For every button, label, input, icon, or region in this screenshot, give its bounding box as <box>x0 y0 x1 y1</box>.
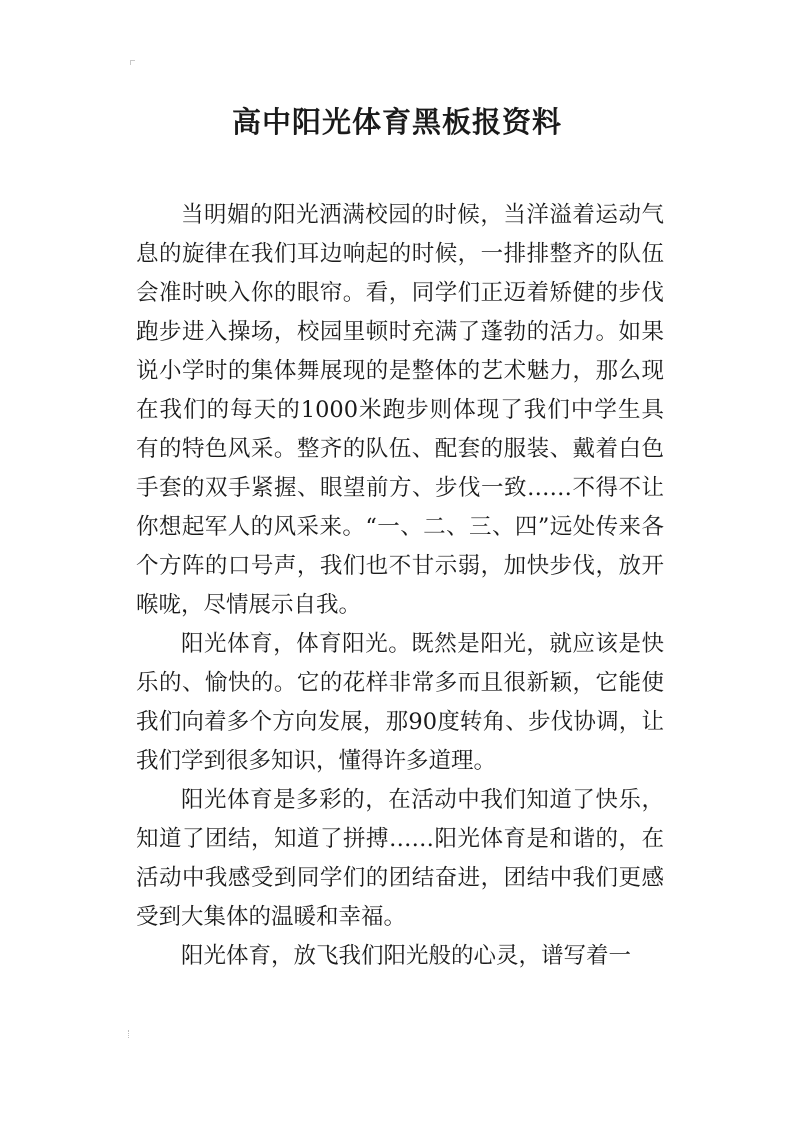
corner-mark <box>128 1030 133 1038</box>
document-title: 高中阳光体育黑板报资料 <box>231 105 562 139</box>
paragraph: 阳光体育，放飞我们阳光般的心灵，谱写着一 <box>181 943 632 969</box>
paragraph: 阳光体育，体育阳光。既然是阳光，就应该是快乐的、愉快的。它的花样非常多而且很新颖，它能使我们向着多个方向发展，那90度转角、步伐协调，让我们学到很多知识，懂得许多道理。 <box>136 631 664 774</box>
paragraph: 当明媚的阳光洒满校园的时候，当洋溢着运动气息的旋律在我们耳边响起的时候，一排排整齐的队伍会准时映入你的眼帘。看，同学们正迈着矫健的步伐跑步进入操场，校园里顿时充满了蓬勃的活力。如果说小学时的集体舞展现的是整体的艺术魅力，那么现在我们的每天的1000米跑步则体现了我们中学生具有的特色风采。整齐的队伍、配套的服装、戴着白色手套的双手紧握、眼望前方、步伐一致……不得不让你想起军人的风采来。“一、二、三、四”远处传来各个方阵的口号声，我们也不甘示弱，加快步伐，放开喉咙，尽情展示自我。 <box>136 202 664 618</box>
corner-mark <box>130 60 135 65</box>
document-body <box>136 196 664 976</box>
paragraph: 阳光体育是多彩的，在活动中我们知道了快乐，知道了团结，知道了拼搏……阳光体育是和谐的，在活动中我感受到同学们的团结奋进，团结中我们更感受到大集体的温暖和幸福。 <box>136 787 664 930</box>
